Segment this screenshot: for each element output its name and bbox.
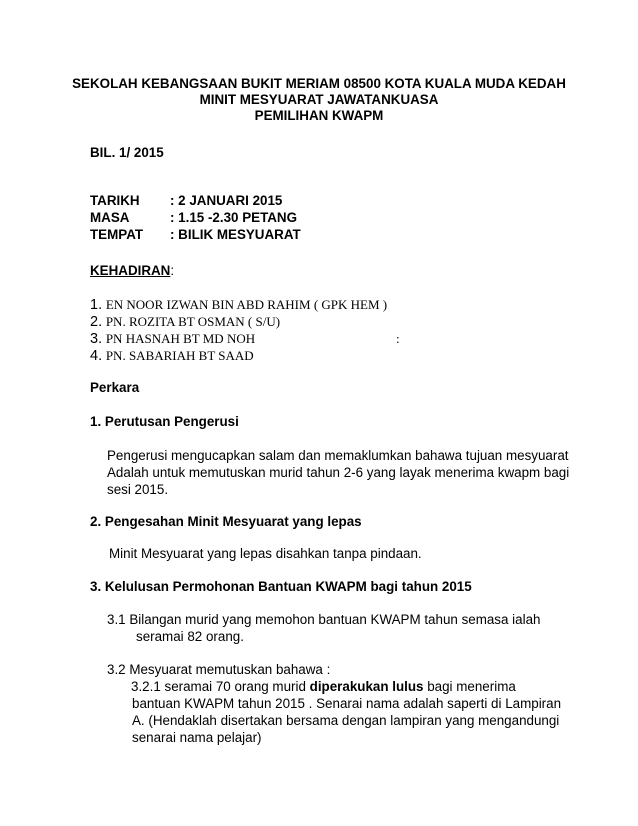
perkara-heading: Perkara xyxy=(90,380,140,395)
item-3-2-1-line3: A. (Hendaklah disertakan bersama dengan lampiran yang mengandungi xyxy=(132,713,560,728)
attendee-3: 3. PN HASNAH BT MD NOH xyxy=(90,331,256,347)
masa-value: : 1.15 -2.30 PETANG xyxy=(170,210,298,225)
bil-number: BIL. 1/ 2015 xyxy=(90,145,164,160)
section-1-title: 1. Perutusan Pengerusi xyxy=(90,414,239,429)
minutes-title: MINIT MESYUARAT JAWATANKUASA xyxy=(199,92,439,107)
kehadiran-label: KEHADIRAN xyxy=(90,263,171,278)
committee-title: PEMILIHAN KWAPM xyxy=(254,108,384,123)
section-1-line: Pengerusi mengucapkan salam dan memaklumkan bahawa tujuan mesyuarat xyxy=(107,448,569,463)
school-header: SEKOLAH KEBANGSAAN BUKIT MERIAM 08500 KOTA KUALA MUDA KEDAH xyxy=(72,76,566,91)
item-3-2-1-line2: bantuan KWAPM tahun 2015 . Senarai nama adalah saperti di Lampiran xyxy=(132,696,562,711)
diperakukan-lulus: diperakukan lulus xyxy=(309,679,424,694)
masa-label: MASA xyxy=(90,210,130,225)
attendee-3-colon: : xyxy=(396,331,400,346)
attendee-4: 4. PN. SABARIAH BT SAAD xyxy=(90,348,254,364)
item-3-2-1-line1: 3.2.1 seramai 70 orang murid diperakukan lulus bagi menerima xyxy=(131,679,516,694)
attendee-1: 1. EN NOOR IZWAN BIN ABD RAHIM ( GPK HEM ) xyxy=(90,297,388,313)
section-1-line: sesi 2015. xyxy=(107,482,169,497)
tempat-label: TEMPAT xyxy=(90,227,144,242)
item-3-2: 3.2 Mesyuarat memutuskan bahawa : xyxy=(107,662,331,677)
section-2-title: 2. Pengesahan Minit Mesyuarat yang lepas xyxy=(90,514,362,529)
attendee-2: 2. PN. ROZITA BT OSMAN ( S/U) xyxy=(90,314,281,330)
kehadiran-colon: : xyxy=(170,263,175,278)
section-2-line: Minit Mesyuarat yang lepas disahkan tanpa pindaan. xyxy=(109,546,422,561)
tarikh-label: TARIKH xyxy=(90,193,140,208)
item-3-2-1-line4: senarai nama pelajar) xyxy=(132,730,262,745)
kehadiran-heading xyxy=(90,262,174,279)
section-1-line: Adalah untuk memutuskan murid tahun 2-6 yang layak menerima kwapm bagi xyxy=(107,465,570,480)
tarikh-value: : 2 JANUARI 2015 xyxy=(170,193,283,208)
item-3-1-line2: seramai 82 orang. xyxy=(136,629,244,644)
section-3-title: 3. Kelulusan Permohonan Bantuan KWAPM bagi tahun 2015 xyxy=(90,579,472,594)
tempat-value: : BILIK MESYUARAT xyxy=(170,227,301,242)
item-3-1-line1: 3.1 Bilangan murid yang memohon bantuan KWAPM tahun semasa ialah xyxy=(107,612,541,627)
